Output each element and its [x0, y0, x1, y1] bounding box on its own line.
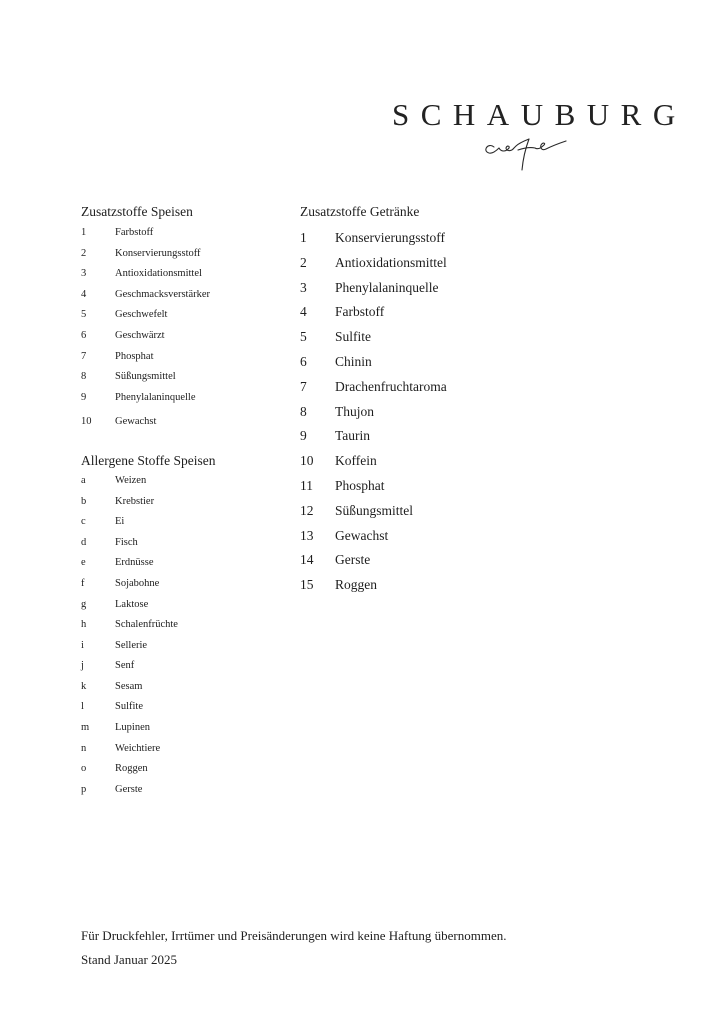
- list-item: 9 Phenylalaninquelle: [81, 391, 196, 403]
- left-column: [81, 203, 281, 800]
- list-item: o Roggen: [81, 763, 148, 775]
- disclaimer-text: Für Druckfehler, Irrtümer und Preisänderungen wird keine Haftung übernommen.: [81, 928, 507, 943]
- list-item: 11 Phosphat: [300, 477, 385, 493]
- list-item: 7 Phosphat: [81, 350, 154, 362]
- list-item: 1 Farbstoff: [81, 227, 154, 238]
- list-item: 7 Drachenfruchtaroma: [300, 378, 447, 394]
- food-allergens-list: [81, 471, 281, 801]
- list-item: 1 Konservierungsstoff: [300, 230, 445, 245]
- list-item: e Erdnüsse: [81, 557, 154, 569]
- footer: [81, 924, 681, 972]
- right-column: [300, 203, 540, 598]
- schauburg-cafe-logo: [388, 97, 687, 177]
- food-additives-list: [81, 223, 281, 433]
- list-item: 10 Koffein: [300, 453, 377, 469]
- list-item: 14 Gerste: [300, 552, 371, 568]
- list-item: 9 Taurin: [300, 428, 371, 444]
- list-item: m Lupinen: [81, 722, 150, 734]
- list-item: 8 Thujon: [300, 403, 374, 419]
- list-item: 3 Phenylalaninquelle: [300, 279, 439, 295]
- list-item: 2 Antioxidationsmittel: [300, 254, 447, 270]
- list-item: g Laktose: [81, 598, 149, 610]
- date-text: Stand Januar 2025: [81, 952, 178, 967]
- list-item: 12 Süßungsmittel: [300, 502, 414, 518]
- logo-wordmark: SCHAUBURG: [392, 97, 687, 132]
- list-item: 4 Geschmacksverstärker: [81, 288, 211, 300]
- list-item: i Sellerie: [81, 639, 148, 651]
- list-item: 3 Antioxidationsmittel: [81, 268, 202, 280]
- list-item: d Fisch: [81, 536, 138, 548]
- list-item: 5 Sulfite: [300, 329, 371, 345]
- list-item: k Sesam: [81, 680, 143, 692]
- list-item: j Senf: [81, 660, 135, 672]
- list-item: l Sulfite: [81, 701, 143, 713]
- list-item: c Ei: [81, 516, 125, 528]
- list-item: h Schalenfrüchte: [81, 619, 178, 631]
- food-allergens-title: Allergene Stoffe Speisen: [81, 452, 216, 468]
- list-item: 5 Geschwefelt: [81, 309, 168, 321]
- list-item: f Sojabohne: [81, 577, 160, 589]
- drink-additives-list: [300, 226, 540, 598]
- list-item: p Gerste: [81, 783, 143, 795]
- list-item: 2 Konservierungsstoff: [81, 247, 201, 259]
- food-additives-title: Zusatzstoffe Speisen: [81, 204, 193, 219]
- list-item: 13 Gewachst: [300, 527, 389, 543]
- list-item: 4 Farbstoff: [300, 304, 385, 320]
- list-item: b Krebstier: [81, 495, 155, 507]
- drink-additives-title: Zusatzstoffe Getränke: [300, 204, 420, 219]
- list-item: 6 Geschwärzt: [81, 329, 165, 341]
- list-item: 8 Süßungsmittel: [81, 371, 176, 383]
- list-item: 10 Gewachst: [81, 416, 157, 428]
- logo-cafe-script: [480, 127, 570, 173]
- list-item: n Weichtiere: [81, 742, 161, 754]
- list-item: a Weizen: [81, 474, 147, 486]
- list-item: 6 Chinin: [300, 353, 372, 369]
- list-item: 15 Roggen: [300, 577, 377, 593]
